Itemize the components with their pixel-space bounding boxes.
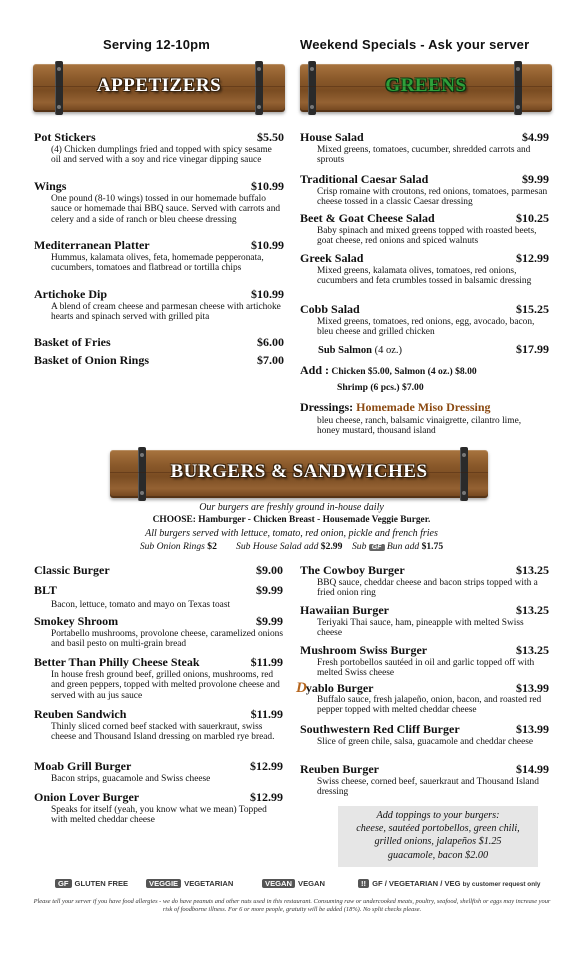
sub-bun-2: Bun add [386, 541, 420, 552]
item-description: Thinly sliced corned beef stacked with sauerkraut, swiss cheese and Thousand Island dressing on marbled rye bread. [51, 722, 275, 743]
legend-request-text: GF / VEGETARIAN / VEG [372, 879, 461, 888]
item-name: Reuben Burger [300, 762, 379, 776]
sub-house-salad: Sub House Salad add [236, 541, 319, 552]
item-name: Basket of Fries [34, 335, 111, 349]
item-name: Basket of Onion Rings [34, 353, 150, 367]
item-name: Southwestern Red Cliff Burger [300, 722, 460, 736]
item-price: $15.25 [516, 302, 549, 316]
legend-vegan [262, 879, 325, 888]
menu-item [34, 790, 283, 826]
sub-onion-rings: Sub Onion Rings [139, 541, 205, 552]
item-price: $10.99 [251, 238, 284, 252]
menu-item [34, 614, 283, 650]
menu-item [300, 762, 549, 798]
add-label: Add : [300, 363, 330, 377]
legend-request [358, 879, 540, 888]
legend-request-small: by customer request only [462, 881, 541, 888]
item-description: BBQ sauce, cheddar cheese and bacon strips topped with a fried onion ring [317, 578, 538, 599]
item-price: $13.99 [516, 722, 549, 736]
item-description: Buffalo sauce, fresh jalapeño, onion, bacon, and roasted red pepper topped with melted cheddar cheese [317, 695, 542, 716]
burgers-sign [110, 450, 488, 498]
sub-onion-rings-price: $2 [207, 541, 217, 552]
sub-bun-price: $1.75 [421, 541, 444, 552]
item-name: Mediterranean Platter [34, 238, 150, 252]
gf-badge: GF [55, 879, 72, 888]
item-name: Greek Salad [300, 251, 364, 265]
item-price: $14.99 [516, 762, 549, 776]
menu-item [34, 287, 284, 323]
menu-item [296, 680, 549, 716]
item-description: In house fresh ground beef, grilled onions, mushrooms, red and green peppers, topped with melted provolone cheese and served with au jus sauce [51, 670, 280, 701]
sub-salmon-row [318, 342, 549, 357]
item-description: Slice of green chile, salsa, guacamole and cheddar cheese [317, 737, 534, 747]
item-name: yablo Burger [305, 681, 374, 695]
burger-intro-2: CHOOSE: Hamburger - Chicken Breast - Housemade Veggie Burger. [152, 515, 431, 525]
menu-item [34, 583, 283, 610]
item-price: $12.99 [250, 759, 283, 773]
item-name: Cobb Salad [300, 302, 360, 316]
miso-dressing: Homemade Miso Dressing [356, 400, 491, 414]
toppings-line-2: cheese, sautéed portobellos, green chili, [356, 823, 520, 835]
menu-item [300, 130, 549, 166]
item-description: Crisp romaine with croutons, red onions, tomatoes, parmesan cheese tossed in a classic Caesar dressing [317, 187, 548, 208]
menu-item [300, 643, 549, 679]
appetizers-sign [33, 64, 285, 112]
menu-item [34, 130, 284, 166]
item-price: $9.99 [256, 614, 283, 628]
add-options [300, 363, 477, 378]
burger-intro-3: All burgers served with lettuce, tomato, red onion, pickle and french fries [145, 528, 438, 539]
item-name: Reuben Sandwich [34, 707, 127, 721]
item-description: Teriyaki Thai sauce, ham, pineapple with melted Swiss cheese [317, 618, 524, 639]
item-name: Artichoke Dip [34, 287, 107, 301]
item-price: $12.99 [516, 251, 549, 265]
sub-salmon-label: Sub Salmon [318, 345, 372, 356]
item-price: $12.99 [250, 790, 283, 804]
item-description: Fresh portobellos sautéed in oil and garlic topped off with melted Swiss cheese [317, 658, 535, 679]
item-description: Portabello mushrooms, provolone cheese, caramelized onions and basil pesto on multi-grain bread [51, 629, 283, 650]
menu-item [34, 335, 284, 350]
legend-gf [55, 879, 128, 888]
legend-veggie [146, 879, 233, 888]
sub-bun: Sub [351, 541, 367, 552]
menu-item [34, 707, 283, 743]
item-price: $9.99 [522, 172, 549, 186]
item-price: $13.25 [516, 643, 549, 657]
menu-item [300, 603, 549, 639]
menu-item [34, 759, 283, 784]
item-price: $10.25 [516, 211, 549, 225]
item-description: A blend of cream cheese and parmesan cheese with artichoke hearts and spinach served with grilled pita [51, 302, 281, 323]
item-description: Swiss cheese, corned beef, sauerkraut and Thousand Island dressing [317, 777, 539, 798]
sub-salmon-qty: (4 oz.) [374, 345, 403, 356]
item-description: Bacon strips, guacamole and Swiss cheese [51, 774, 211, 784]
item-description: One pound (8-10 wings) tossed in our homemade buffalo sauce or homemade thai BBQ sauce. Served with carrots and celery and a side of ranch or bleu cheese dressing [51, 194, 281, 225]
menu-item [300, 722, 549, 747]
greens-sign [300, 64, 552, 112]
item-name: Better Than Philly Cheese Steak [34, 655, 200, 669]
allergy-disclaimer: Please tell your server if you have food allergies - we do have peanuts and other nuts used in this restaurant. Consuming raw or undercooked meats, poultry, seafood, shellfish or eggs may increase your risk of foodborne illness. For 6 or more people, gratuity will be added (18%). No split checks please. [33, 898, 551, 914]
item-price: $7.00 [257, 353, 284, 367]
toppings-line-1: Add toppings to your burgers: [376, 810, 500, 821]
item-name: Mushroom Swiss Burger [300, 643, 428, 657]
item-price: $10.99 [251, 179, 284, 193]
gf-badge: GF [369, 544, 385, 551]
legend-veggie-text: VEGETARIAN [184, 879, 234, 888]
menu-item [300, 302, 549, 338]
item-price: $11.99 [250, 655, 283, 669]
sub-salmon-price: $17.99 [516, 342, 549, 356]
item-price: $13.99 [516, 681, 549, 695]
toppings-line-4: guacamole, bacon $2.00 [387, 849, 489, 861]
item-name: Hawaiian Burger [300, 603, 389, 617]
item-description: Mixed greens, tomatoes, red onions, egg, avocado, bacon, bleu cheese and grilled chicken [317, 317, 535, 338]
item-price: $13.25 [516, 603, 549, 617]
menu-item [34, 655, 283, 701]
menu-item [34, 563, 283, 578]
burger-intro-1: Our burgers are freshly ground in-house daily [199, 502, 384, 513]
item-price: $4.99 [522, 130, 549, 144]
item-name: Pot Stickers [34, 130, 96, 144]
item-price: $6.00 [257, 335, 284, 349]
burgers-heading: BURGERS & SANDWICHES [170, 461, 428, 482]
item-name: Smokey Shroom [34, 614, 119, 628]
item-description: Speaks for itself (yeah, you know what we mean) Topped with melted cheddar cheese [51, 805, 267, 826]
serving-hours: Serving 12-10pm [103, 37, 211, 52]
sub-house-salad-price: $2.99 [320, 541, 343, 552]
add-line-2: Shrimp (6 pcs.) $7.00 [337, 382, 424, 393]
weekend-specials: Weekend Specials - Ask your server [300, 37, 530, 52]
toppings-line-3: grilled onions, jalapeños $1.25 [374, 836, 502, 848]
menu-item [34, 353, 284, 368]
item-description: Bacon, lettuce, tomato and mayo on Texas toast [51, 600, 231, 610]
menu-item [300, 563, 549, 599]
dressings-list: bleu cheese, ranch, balsamic vinaigrette, cilantro lime, honey mustard, thousand island [317, 416, 522, 437]
item-name: House Salad [300, 130, 364, 144]
item-price: $11.99 [250, 707, 283, 721]
item-name: Onion Lover Burger [34, 790, 140, 804]
item-price: $9.99 [256, 583, 283, 597]
menu-item [300, 211, 549, 247]
menu-item [300, 172, 549, 208]
item-description: (4) Chicken dumplings fried and topped with spicy sesame oil and served with a soy and rice vinegar dipping sauce [51, 145, 272, 166]
item-description: Baby spinach and mixed greens topped with roasted beets, goat cheese, red onions and spiced walnuts [317, 226, 537, 247]
menu-item [34, 179, 284, 225]
menu-item [34, 238, 284, 274]
dressings-heading [300, 400, 491, 415]
item-name: BLT [34, 583, 57, 597]
vegan-badge: VEGAN [262, 879, 295, 888]
item-name: The Cowboy Burger [300, 563, 405, 577]
item-description: Mixed greens, tomatoes, cucumber, shredded carrots and sprouts [317, 145, 531, 166]
veggie-badge: VEGGIE [146, 879, 181, 888]
diablo-logo-letter: D [296, 680, 307, 696]
menu-item [300, 251, 549, 287]
legend-gf-text: GLUTEN FREE [74, 879, 129, 888]
greens-heading: GREENS [385, 75, 467, 96]
item-price: $9.00 [256, 563, 283, 577]
toppings-box [338, 806, 538, 867]
item-description: Hummus, kalamata olives, feta, homemade pepperonata, cucumbers, tomatoes and flatbread or tortilla chips [51, 253, 264, 274]
add-line-1: Chicken $5.00, Salmon (4 oz.) $8.00 [331, 366, 477, 377]
item-name: Beet & Goat Cheese Salad [300, 211, 435, 225]
item-price: $13.25 [516, 563, 549, 577]
request-badge: !! [358, 879, 369, 888]
item-description: Mixed greens, kalamata olives, tomatoes, red onions, cucumbers and feta crumbles tossed in balsamic dressing [317, 266, 532, 287]
item-name: Classic Burger [34, 563, 110, 577]
item-name: Wings [34, 179, 67, 193]
item-price: $10.99 [251, 287, 284, 301]
legend-vegan-text: VEGAN [298, 879, 326, 888]
item-price: $5.50 [257, 130, 284, 144]
dressings-label: Dressings: [300, 400, 354, 414]
item-name: Moab Grill Burger [34, 759, 132, 773]
item-name: Traditional Caesar Salad [300, 172, 429, 186]
burger-subs [0, 541, 583, 552]
appetizers-heading: APPETIZERS [96, 75, 222, 96]
